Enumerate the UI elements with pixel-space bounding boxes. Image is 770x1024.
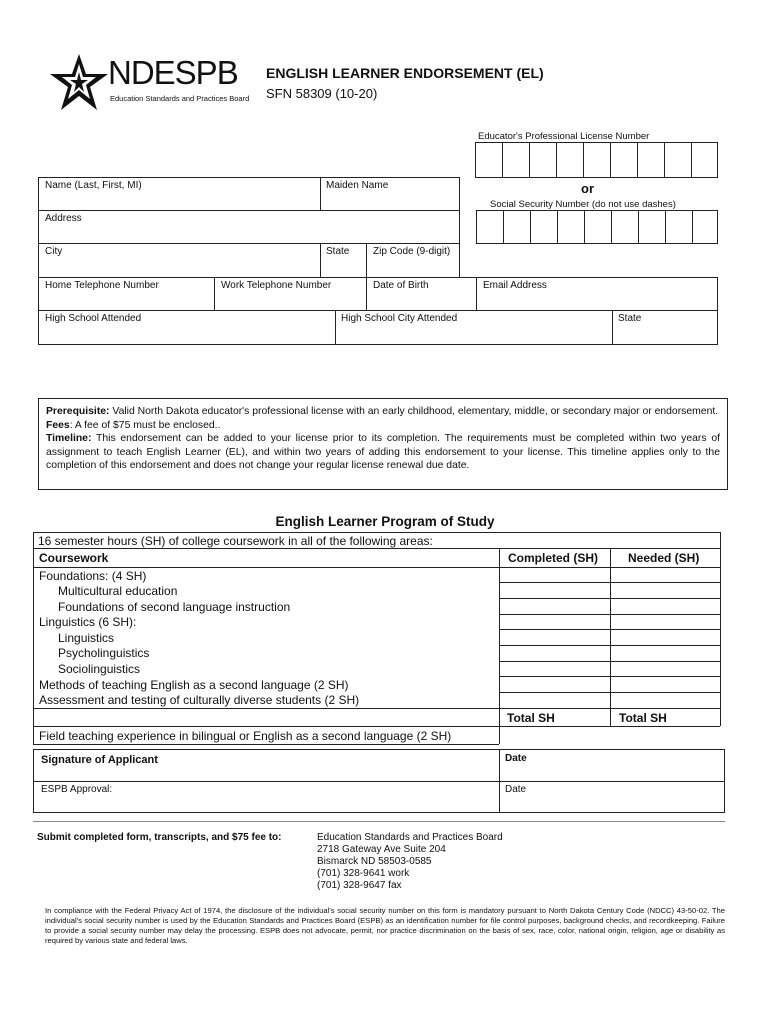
or-text: or xyxy=(581,181,594,196)
form-title: ENGLISH LEARNER ENDORSEMENT (EL) xyxy=(266,65,544,81)
home-phone-label: Home Telephone Number xyxy=(45,280,159,291)
logo-text: NDESPB xyxy=(108,54,238,91)
license-number-label: Educator's Professional License Number xyxy=(478,131,650,142)
maiden-name-label: Maiden Name xyxy=(326,180,389,191)
course-row: Foundations: (4 SH) xyxy=(39,569,147,583)
submit-address xyxy=(317,832,503,892)
completed-cells[interactable] xyxy=(500,568,610,708)
program-title: English Learner Program of Study xyxy=(275,514,495,529)
high-school-label: High School Attended xyxy=(45,313,142,324)
timeline-text: Timeline: This endorsement can be added to your license prior to its completion. The requirements must be completed within two years of assignment to teach English Learner (EL), and within two years of adding this endorsement to your license. This timeline applies only to the completion of this endorsement and does not change your regular license renewal due date. xyxy=(46,433,720,471)
address-line: 2718 Gateway Ave Suite 204 xyxy=(317,844,446,855)
coursework-header: Coursework xyxy=(39,551,109,565)
work-phone-label: Work Telephone Number xyxy=(221,280,332,291)
course-row: Multicultural education xyxy=(58,584,178,598)
espb-approval-label: ESPB Approval: xyxy=(41,784,113,795)
logo-subtitle: Education Standards and Practices Board xyxy=(110,94,250,103)
course-row: Linguistics (6 SH): xyxy=(39,615,137,629)
license-number-boxes[interactable] xyxy=(475,142,718,178)
program-intro: 16 semester hours (SH) of college coursework in all of the following areas: xyxy=(38,534,433,548)
address-line: Bismarck ND 58503-0585 xyxy=(317,856,432,867)
needed-cells[interactable] xyxy=(611,568,720,708)
course-row: Foundations of second language instruction xyxy=(58,600,291,614)
total-needed-label: Total SH xyxy=(619,711,667,725)
applicant-signature-label: Signature of Applicant xyxy=(41,754,158,766)
city-label: City xyxy=(45,246,63,257)
course-row: Psycholinguistics xyxy=(58,646,150,660)
zip-label: Zip Code (9-digit) xyxy=(373,246,451,257)
city-field[interactable] xyxy=(39,244,320,277)
hs-state-label: State xyxy=(618,313,642,324)
address-field[interactable] xyxy=(39,211,459,243)
course-row: Linguistics xyxy=(58,631,115,645)
address-line: (701) 328-9647 fax xyxy=(317,880,402,891)
course-row: Assessment and testing of culturally diverse students (2 SH) xyxy=(39,693,360,707)
dob-label: Date of Birth xyxy=(373,280,429,291)
completed-header: Completed (SH) xyxy=(508,551,598,565)
hs-city-label: High School City Attended xyxy=(341,313,458,324)
total-completed-label: Total SH xyxy=(507,711,555,725)
needed-header: Needed (SH) xyxy=(628,551,700,565)
approval-date-label: Date xyxy=(505,784,527,795)
field-teaching-row: Field teaching experience in bilingual or English as a second language (2 SH) xyxy=(39,729,452,743)
state-label: State xyxy=(326,246,350,257)
form-number: SFN 58309 (10-20) xyxy=(266,86,378,101)
ssn-boxes[interactable] xyxy=(476,210,718,244)
course-row: Sociolinguistics xyxy=(58,662,141,676)
privacy-notice: In compliance with the Federal Privacy Act of 1974, the disclosure of the individual's social security number on this form is mandatory pursuant to North Dakota Century Code (NDCC) 43-50-02. The individual's social security number is used by the Education Standards and Practices Board (ESPB) as an identification number for file control purposes, background checks, and recordkeeping. Failure to provide a social security number may delay the processing. ESPB does not advocate, permit, nor practice discrimination on the basis of sex, race, color, national origin, religion, age or disability as required by various state and federal laws. xyxy=(45,906,725,945)
prerequisite-text: Prerequisite: Valid North Dakota educator's professional license with an early childhood, elementary, middle, or secondary major or endorsement. xyxy=(46,406,719,417)
address-label: Address xyxy=(45,213,82,224)
applicant-date-field[interactable] xyxy=(500,750,724,781)
name-label: Name (Last, First, MI) xyxy=(45,180,142,191)
address-line: (701) 328-9641 work xyxy=(317,868,410,879)
logo xyxy=(48,52,253,114)
requirements-box xyxy=(38,398,728,490)
applicant-date-label: Date xyxy=(505,753,527,764)
ssn-label: Social Security Number (do not use dashes) xyxy=(490,199,676,210)
fees-text: Fees: A fee of $75 must be enclosed.. xyxy=(46,419,221,431)
submit-label: Submit completed form, transcripts, and $75 fee to: xyxy=(37,832,282,843)
email-label: Email Address xyxy=(483,280,547,291)
star-logo-icon xyxy=(48,52,110,114)
course-row: Methods of teaching English as a second language (2 SH) xyxy=(39,678,349,692)
address-line: Education Standards and Practices Board xyxy=(317,832,503,843)
